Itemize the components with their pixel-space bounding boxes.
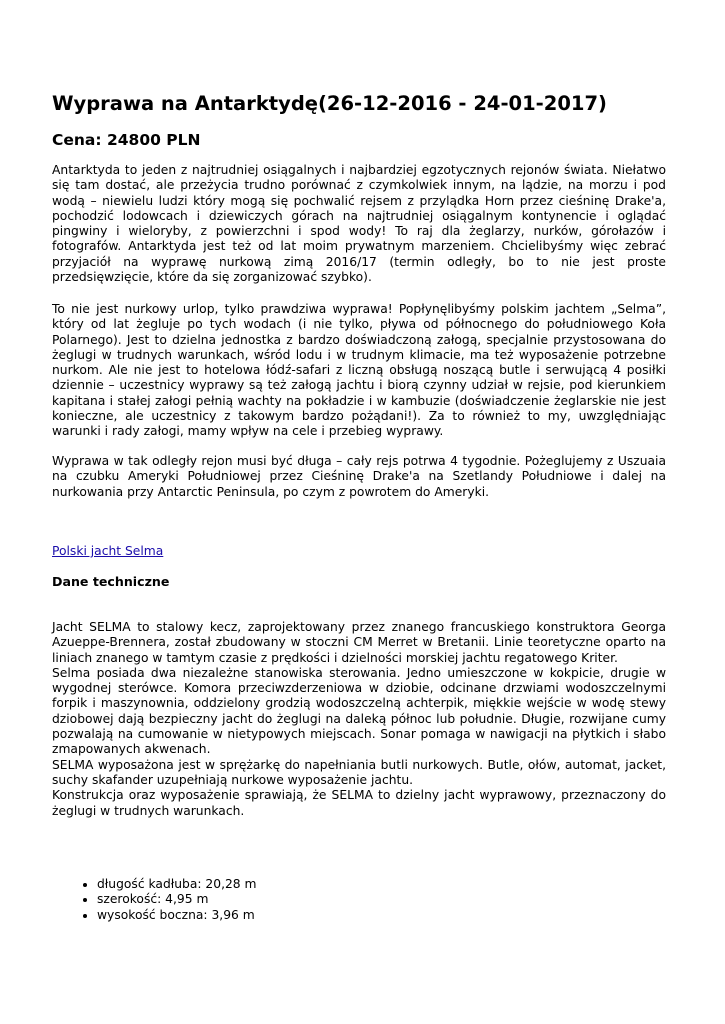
price-heading: Cena: 24800 PLN bbox=[52, 131, 201, 149]
list-item: • długość kadłuba: 20,28 m bbox=[97, 877, 257, 892]
technical-line: Jacht SELMA to stalowy kecz, zaprojektowany przez znanego francuskiego konstruktora Georga Azueppe-Brennera, został zbudowany w stoczni CM Merret w Bretanii. Linie teoretyczne oparto na liniach znanego w tamtym czasie z prędkości i dzielności morskiej jachtu regatowego Kriter. bbox=[52, 620, 666, 665]
list-item: • wysokość boczna: 3,96 m bbox=[97, 908, 257, 923]
selma-link[interactable]: Polski jacht Selma bbox=[52, 544, 164, 558]
page-title: Wyprawa na Antarktydę(26-12-2016 - 24-01-2017) bbox=[52, 92, 607, 115]
route-paragraph: Wyprawa w tak odległy rejon musi być długa – cały rejs potrwa 4 tygodnie. Pożeglujemy z Uszuaia na czubku Ameryki Południowej przez Cieśninę Drake'a na Szetlandy Południowe i dalej na nurkowania przy Antarctic Peninsula, po czym z powrotem do Ameryki. bbox=[52, 454, 666, 499]
intro-paragraph: Antarktyda to jeden z najtrudniej osiągalnych i najbardziej egzotycznych rejonów świata. Niełatwo się tam dostać, ale przeżycia trudno porównać z czymkolwiek innym, na lądzie, na morzu i pod wodą – niewielu ludzi który mogą się pochwalić rejsem z przylądka Horn przez cieśninę Drake'a, pochodzić lodowcach i dziewiczych górach na najtrudniej osiągalnym kontynencie i oglądać pingwiny i wieloryby, z powierzchni i spod wody! To raj dla żeglarzy, nurków, górołazów i fotografów. Antarktyda jest też od lat moim prywatnym marzeniem. Chcielibyśmy więc zebrać przyjaciół na wyprawę nurkową zimą 2016/17 (termin odległy, bo to nie jest proste przedsięwzięcie, które da się zorganizować szybko). bbox=[52, 163, 666, 285]
list-item: • szerokość: 4,95 m bbox=[97, 892, 257, 907]
technical-description bbox=[52, 620, 666, 819]
specs-list bbox=[77, 877, 257, 923]
expedition-paragraph: To nie jest nurkowy urlop, tylko prawdziwa wyprawa! Popłynęlibyśmy polskim jachtem „Selma”, który od lat żegluje po tych wodach (i nie tylko, pływa od północnego do południowego Koła Polarnego). Jest to dzielna jednostka z bardzo doświadczoną załogą, specjalnie przystosowana do żeglugi w trudnych warunkach, wśród lodu i w trudnym klimacie, ma też wyposażenie potrzebne nurkom. Ale nie jest to hotelowa łódź-safari z liczną obsługą noszącą butle i serwującą 4 posiłki dziennie – uczestnicy wyprawy są też załogą jachtu i biorą czynny udział w rejsie, pod kierunkiem kapitana i stałej załogi pełnią wachty na pokładzie i w kambuzie (doświadczenie żeglarskie nie jest konieczne, ale uczestnicy z takowym bardzo pożądani!). Za to również to my, uwzględniając warunki i rady załogi, mamy wpływ na cele i przebieg wyprawy. bbox=[52, 302, 666, 439]
technical-line: SELMA wyposażona jest w sprężarkę do napełniania butli nurkowych. Butle, ołów, automat, jacket, suchy skafander uzupełniają nurkowe wyposażenie jachtu. bbox=[52, 757, 666, 787]
technical-data-heading: Dane techniczne bbox=[52, 574, 170, 589]
technical-line: Konstrukcja oraz wyposażenie sprawiają, że SELMA to dzielny jacht wyprawowy, przeznaczony do żeglugi w trudnych warunkach. bbox=[52, 788, 666, 818]
technical-line: Selma posiada dwa niezależne stanowiska sterowania. Jedno umieszczone w kokpicie, drugie w wygodnej sterówce. Komora przeciwzderzeniowa w dziobie, odcinane drzwiami wodoszczelnymi forpik i maszynownia, oddzielony grodzią wodoszczelną achterpik, miękkie wejście w wodę stewy dziobowej dają bezpieczny jacht do żeglugi na daleką północ lub południe. Długie, rozwijane cumy pozwalają na cumowanie w nietypowych miejscach. Sonar pomaga w nawigacji na płytkich i słabo zmapowanych akwenach. bbox=[52, 665, 666, 757]
